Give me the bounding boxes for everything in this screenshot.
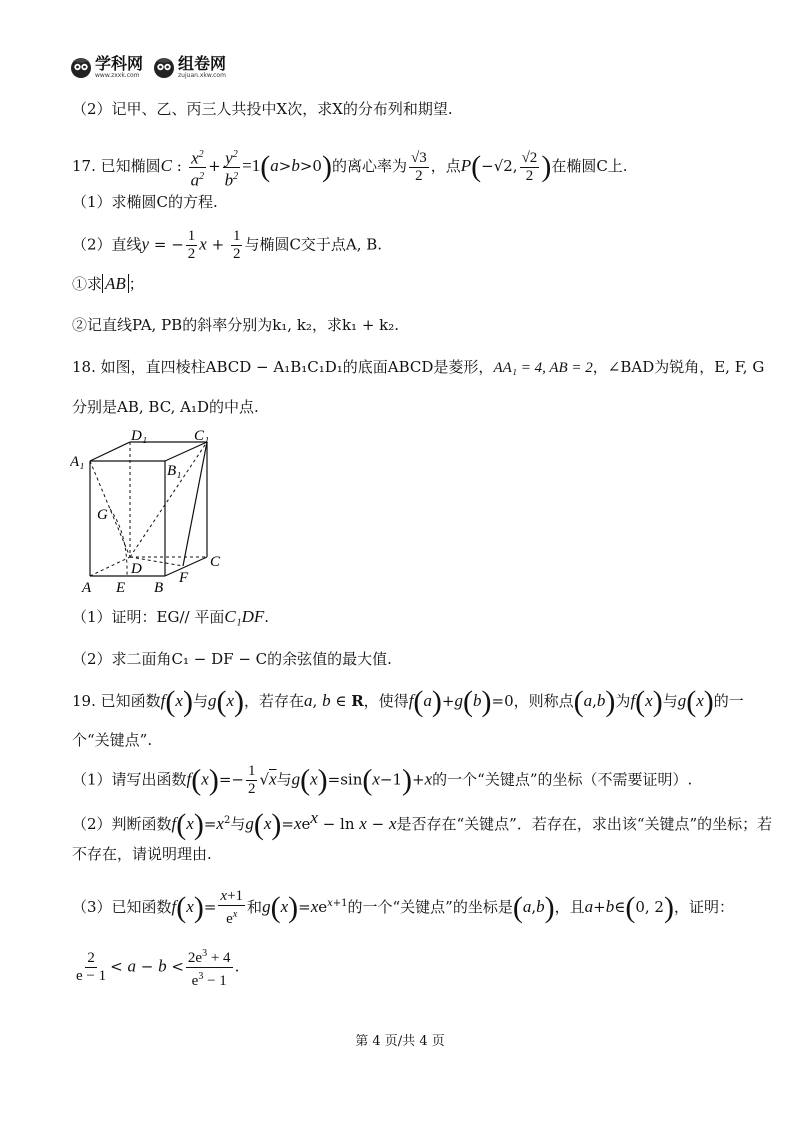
q19-p3-text: （3）已知函数 <box>72 898 172 916</box>
q17-stem-text: ，点 <box>430 157 461 176</box>
hidden-edge-AD <box>90 557 130 576</box>
hidden-edge-GE <box>110 509 127 576</box>
q18-part1-math: C₁DF <box>224 607 265 626</box>
q18-part1-text: （1）证明：EG// 平面 <box>72 608 225 626</box>
prism-figure <box>70 424 230 600</box>
q19-text: 为 <box>615 692 631 710</box>
q19-inequality: $\frac{2}{e - 1}$ < a − b < $\frac{2e^3 + 4}{e^3 - 1}$ . <box>72 945 239 990</box>
label-D: D <box>131 561 142 577</box>
logo2-url: zujuan.xkw.com <box>178 72 226 79</box>
q18-line1-math: AA₁ = 4, AB = 2 <box>493 360 593 376</box>
q19-text: ，使得 <box>363 692 409 710</box>
label-D1: D₁ <box>131 428 148 444</box>
q19-text: 的一 <box>713 692 744 710</box>
q19-p2-text: 是否存在“关键点”．若存在，求出该“关键点”的坐标；若 <box>396 815 773 833</box>
q17-part1: （1）求椭圆C的方程. <box>72 193 218 211</box>
q18-line1-text: ，∠BAD为锐角，E, F, G <box>592 358 765 376</box>
q19-text: 与 <box>662 692 678 710</box>
q18-part2: （2）求二面角C₁ − DF − C的余弦值的最大值. <box>72 650 392 668</box>
label-A: A <box>82 580 92 596</box>
q19-text: 已知函数 <box>100 692 161 710</box>
logo1-text: 学科网 <box>95 54 144 73</box>
header-logos <box>70 56 226 79</box>
q19-p1-text: （1）请写出函数 <box>72 770 187 789</box>
q18-number: 18. <box>72 358 96 376</box>
q17-sub1-text: ①求 <box>72 275 103 293</box>
q18-part1 <box>72 605 269 629</box>
q19-p1-text: 与 <box>276 770 292 789</box>
q17-sub2: ②记直线PA, PB的斜率分别为k₁, k₂，求k₁ + k₂. <box>72 316 400 334</box>
q19-p2-text: （2）判断函数 <box>72 815 172 833</box>
q19-p2-text: 与 <box>230 815 246 833</box>
logo1-url: www.zxxk.com <box>95 72 140 79</box>
q19-number: 19. <box>72 692 96 710</box>
q17-part2-text: （2）直线 <box>72 235 142 254</box>
q17-part2: （2）直线y = − $\frac{1}{2}$ x + $\frac{1}{2}$ 与椭圆C交于点A, B. <box>72 228 383 262</box>
page-footer: 第 4 页/共 4 页 <box>355 1034 445 1049</box>
q17-stem-text: 的离心率为 <box>331 157 407 176</box>
q17-stem: 17. 已知椭圆C : $\frac{x^2}{a^2}$ + $\frac{y^2}{b^2}$ =1(a>b>0)的离心率为 $\frac{√3}{2}$ ，点P(−√2, $\frac{√2}{2}$ )在椭圆C上. <box>72 146 628 188</box>
q17-part2-text: 与椭圆C交于点A, B. <box>244 235 383 254</box>
q19-text: ，则称点 <box>513 692 574 710</box>
q16-part2: （2）记甲、乙、丙三人共投中X次，求X的分布列和期望. <box>72 100 453 118</box>
q19-part1: （1）请写出函数f(x)=− $\frac{1}{2}$ √x与g(x)=sin(x−1)+x的一个“关键点”的坐标（不需要证明）. <box>72 763 693 797</box>
q19-p3-text: ，证明： <box>673 898 734 916</box>
q17-sub1: ①求 AB ； <box>72 274 144 293</box>
q19-text: ，若存在 <box>244 692 305 710</box>
logo-zujuan <box>153 56 226 79</box>
label-B: B <box>154 580 164 596</box>
logo-zxxk <box>70 56 143 79</box>
q19-inequality-end: . <box>234 957 240 976</box>
q17-sub1-text: ； <box>128 275 144 293</box>
q19-part2-line2: 不存在，请说明理由. <box>72 845 212 863</box>
q18-part1-text: . <box>264 608 270 626</box>
q19-p3-text: 和 <box>247 898 263 916</box>
label-C: C <box>210 554 221 570</box>
edge-A1D1 <box>90 442 130 461</box>
label-G: G <box>97 507 108 523</box>
q18-line2: 分别是AB, BC, A₁D的中点. <box>72 398 259 416</box>
q19-stem2: 个“关键点”. <box>72 731 153 749</box>
label-A1: A₁ <box>70 454 85 470</box>
label-E: E <box>116 580 126 596</box>
q19-p3-text: ，且 <box>554 898 585 916</box>
q19-p1-text: 的一个“关键点”的坐标（不需要证明）. <box>432 770 693 789</box>
q19-part3: （3）已知函数f(x)= $\frac{x+1}{e^x}$ 和$g(x)=xe^{x+1}$的一个“关键点”的坐标是(a,b)，且a+b∈(0, 2)，证明： <box>72 888 734 927</box>
q19-p3-text: 的一个“关键点”的坐标是 <box>347 898 513 916</box>
q18-line1-text: 如图，直四棱柱ABCD − A₁B₁C₁D₁的底面ABCD是菱形， <box>100 358 494 376</box>
owl-logo-icon <box>70 57 92 79</box>
label-C1: C₁ <box>194 428 210 444</box>
q17-stem-text: 在椭圆C上. <box>551 157 628 176</box>
q19-text: 与 <box>192 692 208 710</box>
label-B1: B₁ <box>167 463 182 479</box>
q19-part2: （2）判断函数$f(x)=x^2$与$g(x)=xe^x - \ln x - x$是否存在“关键点”．若存在，求出该“关键点”的坐标；若 <box>72 808 773 841</box>
q18-line1 <box>72 355 764 380</box>
label-F: F <box>179 570 189 586</box>
q17-stem-text: 已知椭圆 <box>100 157 161 176</box>
owl-logo-icon <box>153 57 175 79</box>
q17-number: 17. <box>72 157 96 176</box>
logo2-text: 组卷网 <box>178 54 227 73</box>
q19-stem1: 19. 已知函数f(x)与g(x)，若存在a, b ∈ R，使得f(a)+g(b)=0，则称点(a,b)为f(x)与g(x)的一 <box>72 685 744 718</box>
